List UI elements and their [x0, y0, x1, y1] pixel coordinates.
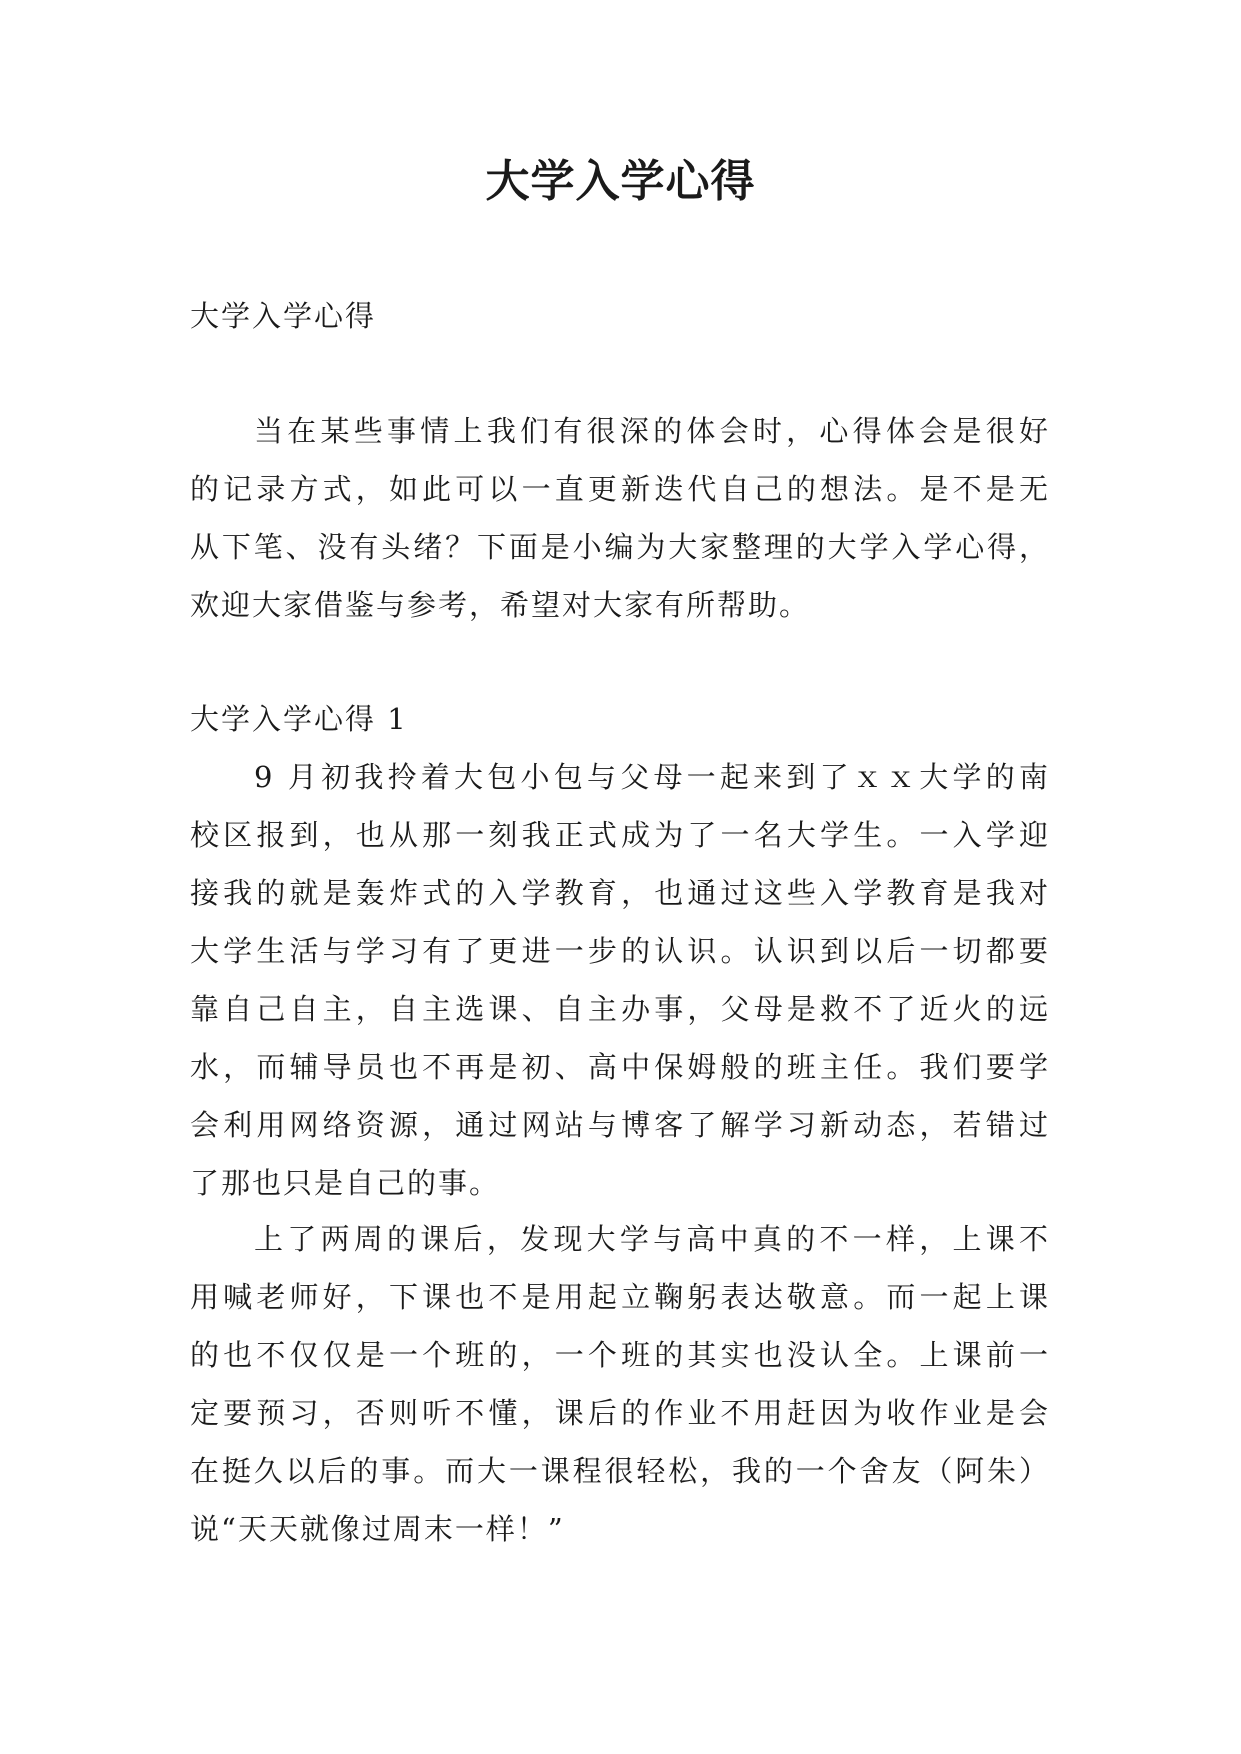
paragraph-line: 用喊老师好，下课也不是用起立鞠躬表达敬意。而一起上课: [190, 1280, 1050, 1314]
body-paragraph-1: [190, 748, 1050, 1212]
paragraph-line: 说“天天就像过周末一样！”: [190, 1512, 565, 1546]
paragraph-line: 会利用网络资源，通过网站与博客了解学习新动态，若错过: [190, 1108, 1050, 1142]
section-heading: 大学入学心得 1: [190, 702, 408, 736]
paragraph-line: 靠自己自主，自主选课、自主办事，父母是救不了近火的远: [190, 992, 1050, 1026]
paragraph-line: 上了两周的课后，发现大学与高中真的不一样，上课不: [254, 1222, 1050, 1256]
paragraph-line: 定要预习，否则听不懂，课后的作业不用赶因为收作业是会: [190, 1396, 1050, 1430]
paragraph-line: 9 月初我拎着大包小包与父母一起来到了ｘｘ大学的南: [254, 760, 1050, 794]
paragraph-line: 接我的就是轰炸式的入学教育，也通过这些入学教育是我对: [190, 876, 1050, 910]
intro-line: 欢迎大家借鉴与参考，希望对大家有所帮助。: [190, 588, 811, 622]
document-title: 大学入学心得: [485, 156, 756, 207]
intro-paragraph: [190, 402, 1050, 634]
paragraph-line: 在挺久以后的事。而大一课程很轻松，我的一个舍友（阿朱）: [190, 1454, 1050, 1488]
paragraph-line: 了那也只是自己的事。: [190, 1166, 501, 1200]
paragraph-line: 的也不仅仅是一个班的，一个班的其实也没认全。上课前一: [190, 1338, 1050, 1372]
intro-line: 当在某些事情上我们有很深的体会时，心得体会是很好: [254, 414, 1050, 448]
paragraph-line: 水，而辅导员也不再是初、高中保姆般的班主任。我们要学: [190, 1050, 1050, 1084]
intro-line: 的记录方式，如此可以一直更新迭代自己的想法。是不是无: [190, 472, 1050, 506]
paragraph-line: 校区报到，也从那一刻我正式成为了一名大学生。一入学迎: [190, 818, 1050, 852]
paragraph-line: 大学生活与学习有了更进一步的认识。认识到以后一切都要: [190, 934, 1050, 968]
document-subtitle: 大学入学心得: [190, 299, 377, 333]
intro-line: 从下笔、没有头绪？下面是小编为大家整理的大学入学心得，: [190, 530, 1050, 564]
body-paragraph-2: [190, 1210, 1050, 1558]
